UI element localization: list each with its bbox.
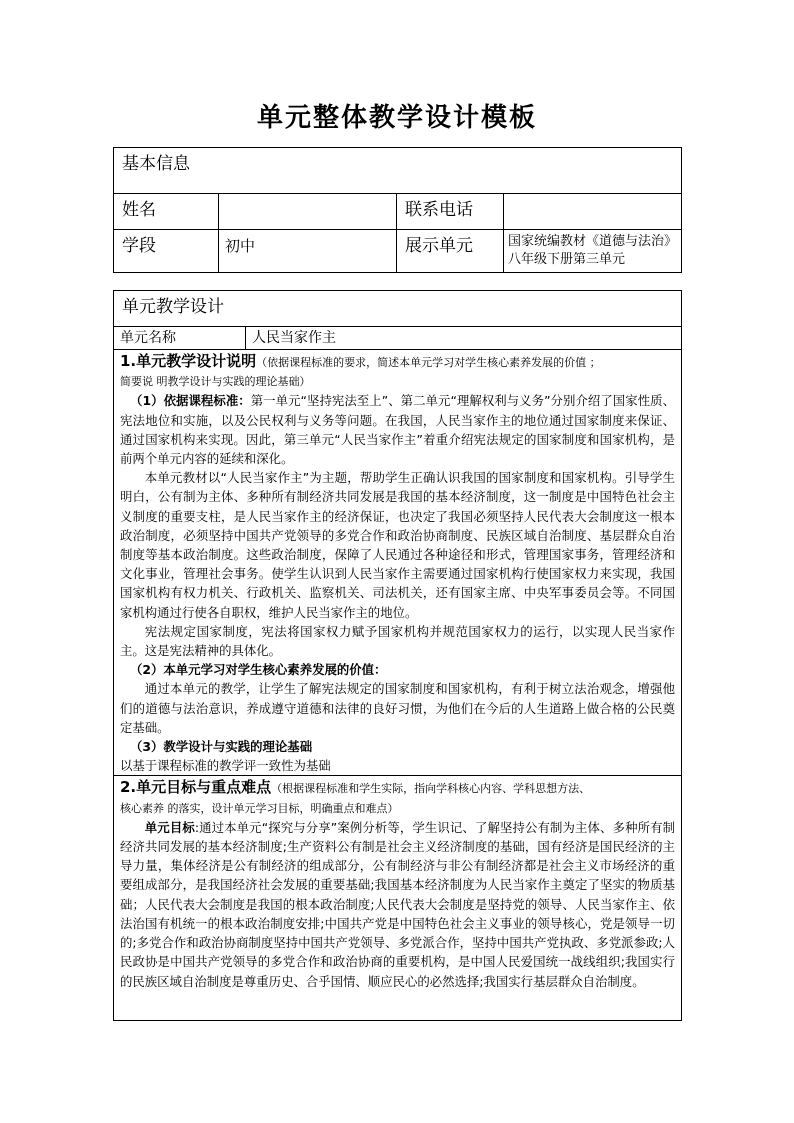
stage-value: 初中 — [219, 230, 397, 273]
unit-design-table — [113, 290, 682, 1021]
sub2-text: 通过本单元的教学，让学生了解宪法规定的国家制度和国家机构，有利于树立法治观念，增强他们的道德与法治意识，养成遵守道德和法律的良好习惯，为他们在今后的人生道路上做合格的公民奠定基础。 — [120, 681, 675, 735]
section-1-cell — [114, 350, 682, 776]
sub1-text: 第一单元“坚持宪法至上”、第二单元“理解权利与义务”分别介绍了国家性质、宪法地位和实施，以及公民权利与义务等问题。在我国，人民当家作主的地位通过国家制度来保证、通过国家机构来实现。因此，第三单元“人民当家作主”着重介绍宪法规定的国家制度和国家机构，是前两个单元内容的延续和深化。 — [120, 393, 675, 467]
section-2-hint-2: 核心素养 的落实，设计单元学习目标，明确重点和难点） — [120, 801, 399, 815]
section-1-paragraph-2: 本单元教材以“人民当家作主”为主题，帮助学生正确认识我国的国家制度和国家机构。引导学生明白，公有制为主体、多种所有制经济共同发展是我国的基本经济制度，这一制度是中国特色社会主义制度的重要支柱，是人民当家作主的经济保证，也决定了我国必须坚持人民代表大会制度这一根本政治制度，必须坚持中国共产党领导的多党合作和政治协商制度、民族区域自治制度、基层群众自治制度等基本政治制度。这些政治制度，保障了人民通过各种途径和形式，管理国家事务，管理经济和文化事业，管理社会事务。使学生认识到人民当家作主需要通过国家机构行使国家权力来实现，我国国家机构有权力机关、行政机关、监察机关、司法机关，还有国家主席、中央军事委员会等。不同国家机构通过行使各自职权，维护人民当家作主的地位。 — [120, 470, 675, 620]
section-1-paragraph-3: 宪法规定国家制度，宪法将国家权力赋予国家机构并规范国家权力的运行，以实现人民当家作主。这是宪法精神的具体化。 — [120, 623, 675, 659]
goal-label: 单元目标 — [144, 819, 195, 835]
section-1-hint-2: 简要说 明教学设计与实践的理论基础） — [120, 375, 311, 389]
phone-value[interactable] — [504, 194, 682, 230]
name-label: 姓名 — [114, 194, 219, 230]
section-2-cell — [114, 776, 682, 1021]
stage-label: 学段 — [114, 230, 219, 273]
section-2-heading: 2.单元目标与重点难点 — [120, 778, 272, 797]
section-1-heading: 1.单元教学设计说明 — [120, 352, 257, 370]
name-value[interactable] — [219, 194, 397, 230]
unit-name-label: 单元名称 — [114, 327, 246, 350]
sub1-label: （1）依据课程标准： — [130, 393, 251, 409]
unit-name-value: 人民当家作主 — [246, 327, 682, 350]
goal-text: :通过本单元“探究与分享”案例分析等，学生识记、了解坚持公有制为主体、多种所有制经济共同发展的基本经济制度;生产资料公有制是社会主义经济制度的基础，国有经济是国民经济的主导力量，集体经济是公有制经济的组成部分，公有制经济与非公有制经济都是社会主义市场经济的重要组成部分，是我国经济社会发展的重要基础;我国基本经济制度为人民当家作主奠定了坚实的物质基础；人民代表大会制度是我国的根本政治制度;人民代表大会制度是坚持党的领导、人民当家作主、依法治国有机统一的根本政治制度安排;中国共产党是中国特色社会主义事业的领导核心，党是领导一切的;多党合作和政治协商制度坚持中国共产党领导、多党派合作，坚持中国共产党执政、多党派参政;人民政协是中国共产党领导的多党合作和政治协商的重要机构，是中国人民爱国统一战线组织;我国实行的民族区域自治制度是尊重历史、合乎国情、顺应民心的必然选择;我国实行基层群众自治制度。 — [120, 819, 675, 989]
unit-label: 展示单元 — [397, 230, 504, 273]
unit-design-header: 单元教学设计 — [114, 291, 682, 327]
sub3-text: 以基于课程标准的教学评一致性为基础 — [120, 758, 331, 774]
sub2-label: （2）本单元学习对学生核心素养发展的价值： — [130, 662, 387, 678]
basic-info-header: 基本信息 — [114, 148, 682, 194]
unit-value — [504, 230, 682, 273]
unit-value-line1: 国家统编教材《道德与法治》 — [508, 234, 677, 249]
basic-info-table — [113, 147, 682, 273]
section-1-hint-1: （依据课程标准的要求，简述本单元学习对学生核心素养发展的价值 ； — [256, 356, 601, 369]
unit-value-line2: 八年级下册第三单元 — [508, 252, 626, 267]
section-2-hint-1: （根据课程标准和学生实际，指向学科核心内容、学科思想方法、 — [271, 782, 591, 796]
page-title: 单元整体教学设计模板 — [256, 103, 537, 133]
phone-label: 联系电话 — [397, 194, 504, 230]
sub3-label: （3）教学设计与实践的理论基础 — [130, 739, 313, 755]
